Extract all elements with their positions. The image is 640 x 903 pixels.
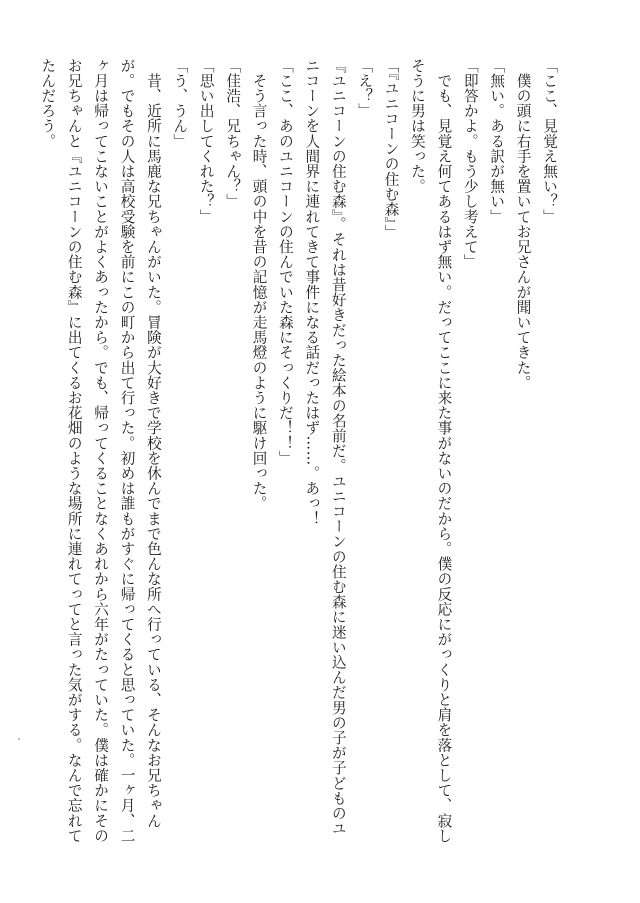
paragraph-2: 僕の頭に右手を置いてお兄さんが聞いてきた。 — [514, 58, 532, 391]
paragraph-7: 「え？」 — [356, 58, 374, 119]
paragraph-14: 昔、近所に馬鹿な兄ちゃんがいた。冒険が大好きで学校を休んでまで色んな所へ行っている、そんなお兄ちゃんが。でもその人は高校受験を前にこの町から出て行った。初めは誰もがすぐに帰ってくると思っていた。一ヶ月、二ヶ月は帰ってこないことがよくあったから。でも、帰ってくることなくあれから六年がたっていた。僕は確かにそのお兄ちゃんと『ユニコーンの住む森』に出てくるお花畑のような場所に連れてってと言った気がする。なんで忘れてたんだろう。 — [39, 58, 162, 844]
scan-dot — [18, 738, 20, 740]
paragraph-4: 「即答かよ。もう少し考えて」 — [461, 58, 479, 270]
paragraph-3: 「無い。ある訳が無い」 — [488, 58, 506, 225]
paragraph-1: 「ここ、見覚え無い？」 — [541, 58, 558, 225]
paragraph-6: 「『ユニコーンの住む森』」 — [382, 58, 400, 240]
paragraph-10: そう言った時、頭の中を昔の記憶が走馬燈のように駆け回った。 — [250, 58, 268, 511]
paragraph-12: 「思い出してくれた？」 — [197, 58, 215, 225]
paragraph-5: でも、見覚え何てあるはず無い。だってここに来た事がないのだから。僕の反応にがっくりと肩を落として、寂しそうに男は笑った。 — [408, 58, 453, 844]
paragraph-11: 「佳浩、兄ちゃん？」 — [224, 58, 242, 209]
paragraph-13: 「う、うん」 — [171, 58, 189, 149]
paragraph-8: 『ユニコーンの住む森』。それは昔好きだった絵本の名前だ。ユニコーンの住む森に迷い込んだ男の子が子どものユニコーンを人間界に連れてきて事件になる話だったはず……。あっ！ — [303, 58, 347, 836]
vertical-text-body — [34, 58, 562, 844]
paragraph-9: 「ここ、あのユニコーンの住んでいた森にそっくりだ！！」 — [276, 58, 294, 466]
